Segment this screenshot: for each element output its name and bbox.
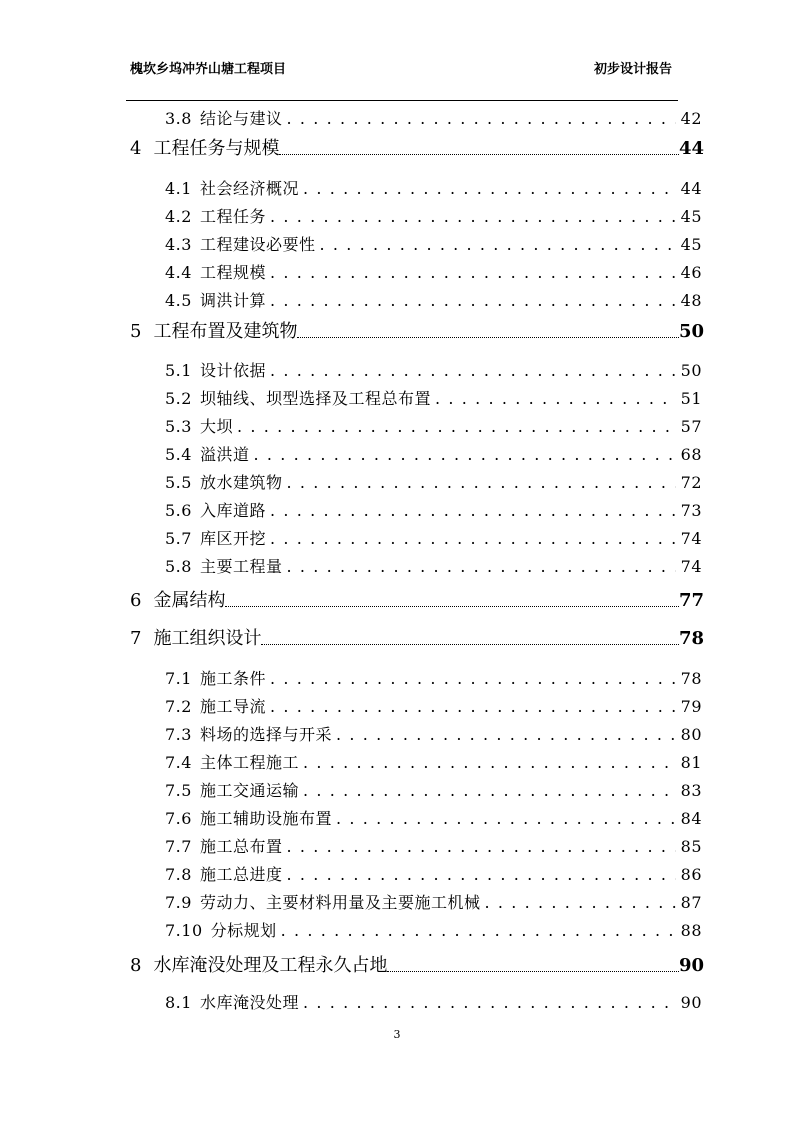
toc-entry-number: 7.5: [165, 781, 192, 800]
toc-entry[interactable]: [130, 951, 704, 977]
toc-entry-title: 工程规模: [199, 263, 266, 282]
toc-entry[interactable]: [165, 806, 702, 829]
toc-entry-title: 施工组织设计: [153, 628, 262, 649]
toc-entry-page: 78: [680, 669, 702, 688]
page-header: [126, 58, 678, 78]
toc-entry-number: 6: [130, 590, 142, 611]
toc-entry-page: 57: [680, 417, 702, 436]
toc-entry-number: 4.2: [165, 207, 192, 226]
toc-entry-title: 调洪计算: [199, 291, 266, 310]
toc-entry[interactable]: [165, 204, 702, 227]
toc-entry-number: 7.9: [165, 893, 192, 912]
toc-dot-leader: [387, 971, 678, 972]
toc-entry[interactable]: [165, 232, 702, 255]
toc-entry-page: 86: [680, 865, 702, 884]
toc-entry-title: 库区开挖: [199, 529, 266, 548]
toc-entry-title: 结论与建议: [199, 109, 283, 128]
toc-entry-page: 78: [678, 628, 704, 649]
toc-entry[interactable]: [130, 624, 704, 650]
header-report-type: 初步设计报告: [593, 62, 672, 77]
toc-dot-leader: [281, 921, 676, 940]
toc-entry-title: 工程建设必要性: [199, 235, 316, 254]
toc-entry-number: 5: [130, 321, 142, 342]
toc-entry-number: 4.4: [165, 263, 192, 282]
toc-entry-number: 7.8: [165, 865, 192, 884]
toc-entry-number: 7: [130, 628, 142, 649]
toc-entry[interactable]: [165, 106, 702, 129]
toc-entry-page: 50: [680, 361, 702, 380]
toc-entry-page: 79: [680, 697, 702, 716]
toc-entry-title: 主体工程施工: [199, 753, 299, 772]
toc-entry-page: 42: [680, 109, 702, 128]
toc-entry-title: 金属结构: [153, 590, 226, 611]
toc-entry-page: 46: [680, 263, 702, 282]
toc-entry-title: 社会经济概况: [199, 179, 299, 198]
toc-dot-leader: [435, 389, 676, 408]
toc-entry-title: 料场的选择与开采: [199, 725, 332, 744]
toc-entry-page: 85: [680, 837, 702, 856]
toc-dot-leader: [286, 109, 676, 128]
toc-entry[interactable]: [165, 470, 702, 493]
toc-entry-number: 5.4: [165, 445, 192, 464]
toc-entry-title: 设计依据: [199, 361, 266, 380]
toc-entry[interactable]: [165, 778, 702, 801]
toc-entry-number: 7.7: [165, 837, 192, 856]
toc-entry-title: 溢洪道: [199, 445, 250, 464]
toc-entry-page: 87: [680, 893, 702, 912]
toc-entry-number: 4: [130, 138, 142, 159]
toc-entry[interactable]: [165, 176, 702, 199]
toc-entry-number: 7.1: [165, 669, 192, 688]
toc-dot-leader: [336, 725, 676, 744]
toc-dot-leader: [270, 291, 676, 310]
toc-entry[interactable]: [130, 586, 704, 612]
toc-entry-title: 工程任务: [199, 207, 266, 226]
toc-entry-title: 施工条件: [199, 669, 266, 688]
toc-entry-title: 坝轴线、坝型选择及工程总布置: [199, 389, 431, 408]
toc-entry[interactable]: [165, 386, 702, 409]
header-divider: [126, 100, 678, 101]
toc-entry-title: 入库道路: [199, 501, 266, 520]
toc-dot-leader: [225, 606, 678, 607]
toc-entry-page: 74: [680, 557, 702, 576]
toc-entry-title: 水库淹没处理: [199, 993, 299, 1012]
toc-dot-leader: [286, 557, 676, 576]
toc-entry-number: 3.8: [165, 109, 192, 128]
toc-entry-title: 施工导流: [199, 697, 266, 716]
toc-entry-title: 施工总布置: [199, 837, 283, 856]
toc-dot-leader: [484, 893, 676, 912]
toc-entry-number: 7.4: [165, 753, 192, 772]
toc-entry-page: 50: [678, 321, 704, 342]
toc-entry[interactable]: [165, 918, 702, 941]
toc-entry-page: 68: [680, 445, 702, 464]
toc-dot-leader: [303, 753, 676, 772]
toc-entry-page: 73: [680, 501, 702, 520]
toc-entry-number: 5.5: [165, 473, 192, 492]
page-number: 3: [393, 1028, 401, 1041]
toc-entry-page: 45: [680, 207, 702, 226]
toc-entry-page: 81: [680, 753, 702, 772]
toc-entry[interactable]: [130, 317, 704, 343]
toc-dot-leader: [270, 207, 676, 226]
toc-entry[interactable]: [165, 750, 702, 773]
toc-entry-title: 施工交通运输: [199, 781, 299, 800]
toc-entry[interactable]: [130, 134, 704, 160]
toc-entry-number: 7.10: [165, 921, 203, 940]
toc-dot-leader: [286, 865, 676, 884]
toc-dot-leader: [270, 697, 676, 716]
toc-entry-number: 7.3: [165, 725, 192, 744]
toc-entry[interactable]: [165, 666, 702, 689]
toc-dot-leader: [270, 669, 676, 688]
toc-dot-leader: [253, 445, 676, 464]
toc-entry-title: 放水建筑物: [199, 473, 283, 492]
toc-dot-leader: [336, 809, 676, 828]
toc-entry-title: 施工总进度: [199, 865, 283, 884]
toc-entry-page: 90: [680, 993, 702, 1012]
toc-entry-number: 5.1: [165, 361, 192, 380]
toc-entry-number: 4.5: [165, 291, 192, 310]
toc-entry-page: 72: [680, 473, 702, 492]
toc-entry[interactable]: [165, 414, 702, 437]
toc-entry-title: 主要工程量: [199, 557, 283, 576]
toc-entry-page: 44: [680, 179, 702, 198]
toc-entry[interactable]: [165, 722, 702, 745]
toc-entry[interactable]: [165, 442, 702, 465]
toc-entry-number: 5.8: [165, 557, 192, 576]
toc-entry-title: 工程任务与规模: [153, 138, 280, 159]
toc-entry-page: 48: [680, 291, 702, 310]
toc-entry-page: 83: [680, 781, 702, 800]
toc-entry[interactable]: [165, 862, 702, 885]
toc-entry-number: 5.2: [165, 389, 192, 408]
toc-entry-title: 劳动力、主要材料用量及主要施工机械: [199, 893, 481, 912]
toc-entry-page: 84: [680, 809, 702, 828]
toc-entry-number: 5.6: [165, 501, 192, 520]
toc-entry-number: 4.1: [165, 179, 192, 198]
header-project-title: 槐坎乡坞冲岕山塘工程项目: [130, 62, 287, 77]
toc-dot-leader: [303, 179, 676, 198]
toc-entry-number: 8.1: [165, 993, 192, 1012]
toc-entry[interactable]: [165, 834, 702, 857]
toc-entry-title: 施工辅助设施布置: [199, 809, 332, 828]
toc-entry[interactable]: [165, 526, 702, 549]
toc-entry[interactable]: [165, 260, 702, 283]
toc-entry[interactable]: [165, 498, 702, 521]
toc-entry[interactable]: [165, 554, 702, 577]
toc-dot-leader: [270, 361, 676, 380]
toc-entry-page: 80: [680, 725, 702, 744]
toc-dot-leader: [270, 529, 676, 548]
toc-entry-title: 水库淹没处理及工程永久占地: [153, 955, 388, 976]
toc-entry[interactable]: [165, 358, 702, 381]
toc-dot-leader: [303, 781, 676, 800]
toc-entry-title: 工程布置及建筑物: [153, 321, 298, 342]
toc-entry-page: 51: [680, 389, 702, 408]
toc-entry-number: 8: [130, 955, 142, 976]
toc-entry-number: 7.2: [165, 697, 192, 716]
toc-dot-leader: [270, 263, 676, 282]
toc-entry-number: 7.6: [165, 809, 192, 828]
toc-entry-page: 74: [680, 529, 702, 548]
toc-entry-number: 5.7: [165, 529, 192, 548]
toc-dot-leader: [319, 235, 676, 254]
toc-entry-page: 90: [678, 955, 704, 976]
toc-entry-number: 4.3: [165, 235, 192, 254]
toc-entry[interactable]: [165, 990, 702, 1013]
toc-entry-page: 44: [678, 138, 704, 159]
toc-entry[interactable]: [165, 890, 702, 913]
toc-dot-leader: [286, 473, 676, 492]
toc-dot-leader: [297, 337, 678, 338]
toc-entry-number: 5.3: [165, 417, 192, 436]
toc-entry[interactable]: [165, 288, 702, 311]
toc-dot-leader: [237, 417, 676, 436]
toc-dot-leader: [279, 154, 678, 155]
toc-entry-page: 45: [680, 235, 702, 254]
toc-dot-leader: [303, 993, 676, 1012]
toc-entry-page: 77: [678, 590, 704, 611]
toc-entry-title: 大坝: [199, 417, 233, 436]
toc-entry-page: 88: [680, 921, 702, 940]
toc-dot-leader: [286, 837, 676, 856]
toc-dot-leader: [270, 501, 676, 520]
toc-entry-title: 分标规划: [210, 921, 277, 940]
toc-entry[interactable]: [165, 694, 702, 717]
toc-dot-leader: [261, 644, 678, 645]
